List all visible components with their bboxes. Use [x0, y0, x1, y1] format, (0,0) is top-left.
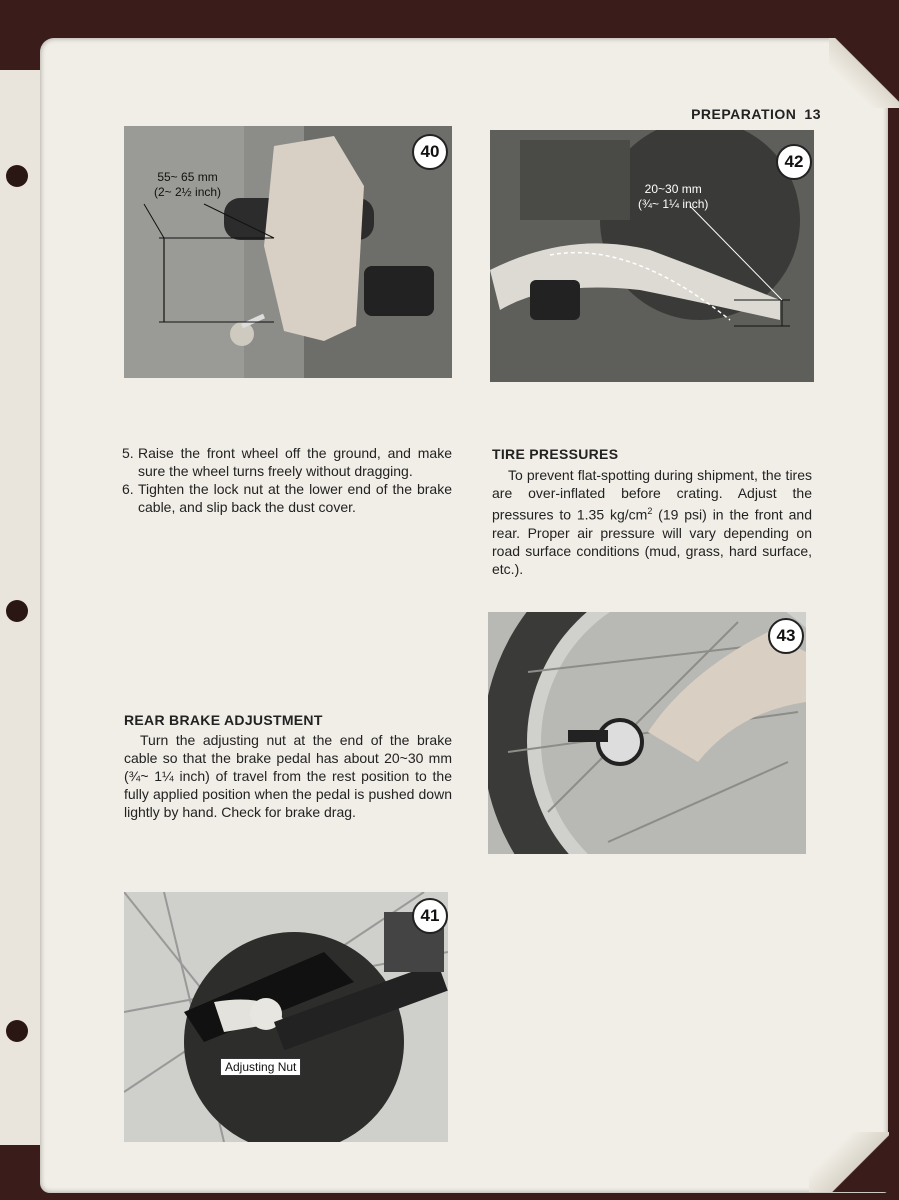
- figure-40-image: [124, 126, 452, 378]
- figure-43-image: [488, 612, 806, 854]
- figure-40-callout: [154, 170, 221, 200]
- page-header: [691, 106, 821, 122]
- figure-number-41: 41: [412, 898, 448, 934]
- callout-mm: 55~ 65 mm: [157, 170, 218, 184]
- figure-number-42: 42: [776, 144, 812, 180]
- figure-43-photo: [488, 612, 806, 854]
- figure-number-40: 40: [412, 134, 448, 170]
- callout-mm: 20~30 mm: [644, 182, 702, 196]
- tire-body-part-1: To prevent flat-spotting during shipment, the tires are over-inflated before crating. Adjust the pressures to 1.35 kg/cm: [492, 467, 812, 523]
- rear-brake-heading: REAR BRAKE ADJUSTMENT: [124, 712, 323, 728]
- step-5: [122, 444, 452, 480]
- step-number: 6.: [122, 481, 134, 497]
- callout-inch: (¾~ 1¼ inch): [638, 197, 709, 211]
- binder-hole: [6, 600, 28, 622]
- page-corner-curl-bottom: [809, 1132, 889, 1192]
- superscript: 2: [647, 506, 653, 516]
- adjusting-nut-label: Adjusting Nut: [220, 1058, 301, 1076]
- step-6: [122, 480, 452, 516]
- binder-hole: [6, 165, 28, 187]
- adjustment-steps: [122, 444, 452, 516]
- tire-pressures-body: [492, 466, 812, 578]
- page-number: 13: [804, 106, 821, 122]
- page-corner-curl: [829, 38, 899, 108]
- binder-hole: [6, 1020, 28, 1042]
- figure-41-image: [124, 892, 448, 1142]
- figure-42-callout: [638, 182, 708, 212]
- rear-brake-body: Turn the adjusting nut at the end of the brake cable so that the brake pedal has about 20~30 mm (¾~ 1¼ inch) of travel from the rest position to the fully applied position when the pedal is pushed down lightly by hand. Check for brake drag.: [124, 732, 452, 820]
- tire-body-part-2: (19 psi) in the front and rear. Proper air pressure will vary depending on road surface conditions (mud, grass, hard surface, etc.).: [492, 506, 812, 577]
- step-number: 5.: [122, 445, 134, 461]
- tire-pressures-heading: TIRE PRESSURES: [492, 446, 619, 462]
- step-text: Tighten the lock nut at the lower end of the brake cable, and slip back the dust cover.: [138, 481, 452, 515]
- section-title: PREPARATION: [691, 106, 797, 122]
- step-text: Raise the front wheel off the ground, and make sure the wheel turns freely without dragging.: [138, 445, 452, 479]
- figure-42-image: [490, 130, 814, 382]
- figure-number-43: 43: [768, 618, 804, 654]
- figure-40-photo: [124, 126, 452, 378]
- figure-42-photo: [490, 130, 814, 382]
- figure-41-photo: [124, 892, 448, 1142]
- callout-inch: (2~ 2½ inch): [154, 185, 222, 199]
